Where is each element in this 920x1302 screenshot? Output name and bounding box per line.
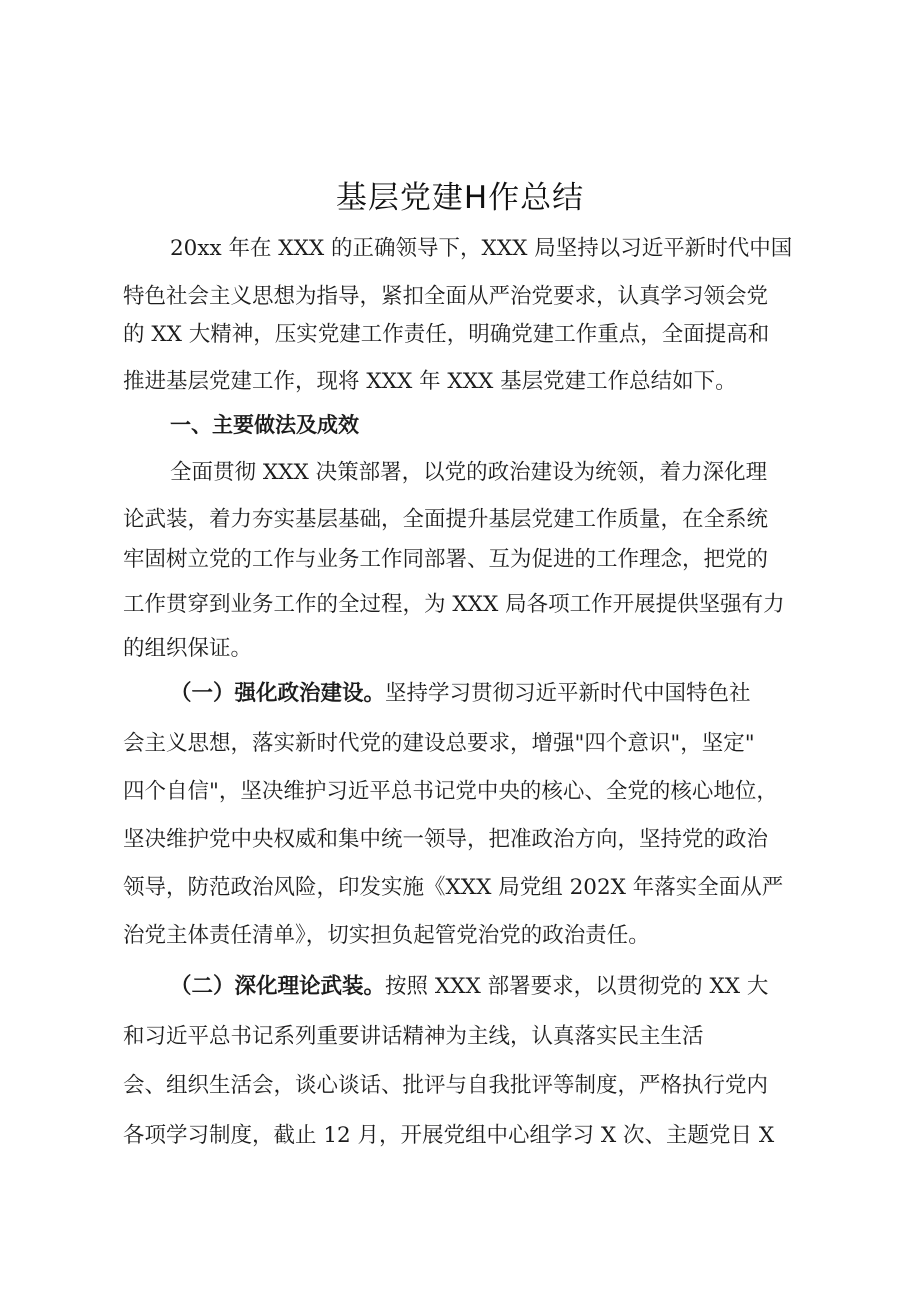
subsection2-first-line-text: 按照 XXX 部署要求，以贯彻党的 XX 大 <box>385 974 769 999</box>
subsection2-label: （二）深化理论武装。 <box>170 974 386 999</box>
intro-line-4: 推进基层党建工作，现将 XXX 年 XXX 基层党建工作总结如下。 <box>123 369 737 394</box>
intro-line-1: 20xx 年在 XXX 的正确领导下，XXX 局坚持以习近平新时代中国 <box>170 236 793 261</box>
section1-heading: 一、主要做法及成效 <box>170 413 359 437</box>
subsection2-line-4: 各项学习制度，截止 12 月，开展党组中心组学习 X 次、主题党日 X <box>123 1123 775 1148</box>
subsection2-line-3: 会、组织生活会，谈心谈话、批评与自我批评等制度，严格执行党内 <box>123 1073 769 1098</box>
section1-line-5: 的组织保证。 <box>123 636 253 661</box>
subsection1-label: （一）强化政治建设。 <box>170 681 386 706</box>
section1-line-1: 全面贯彻 XXX 决策部署，以党的政治建设为统领，着力深化理 <box>170 460 768 485</box>
section1-line-2: 论武装，着力夯实基层基础，全面提升基层党建工作质量，在全系统 <box>123 507 769 532</box>
subsection1-line-6: 治党主体责任清单》，切实担负起管党治党的政治责任。 <box>123 923 650 948</box>
subsection1-line-3: 四个自信"，坚决维护习近平总书记党中央的核心、全党的核心地位， <box>123 779 778 804</box>
subsection2-first-line <box>170 972 768 1002</box>
subsection1-first-line-text: 坚持学习贯彻习近平新时代中国特色社 <box>385 681 751 706</box>
section1-line-4: 工作贯穿到业务工作的全过程，为 XXX 局各项工作开展提供坚强有力 <box>123 592 785 617</box>
subsection2-line-2: 和习近平总书记系列重要讲话精神为主线，认真落实民主生活 <box>123 1024 704 1049</box>
intro-line-2: 特色社会主义思想为指导，紧扣全面从严治党要求，认真学习领会党 <box>123 284 769 309</box>
document-title: 基层党建H作总结 <box>335 180 585 216</box>
intro-line-3: 的 XX 大精神，压实党建工作责任，明确党建工作重点，全面提高和 <box>123 322 770 347</box>
subsection1-line-5: 领导，防范政治风险，印发实施《XXX 局党组 202X 年落实全面从严 <box>123 875 784 900</box>
section1-line-3: 牢固树立党的工作与业务工作同部署、互为促进的工作理念，把党的 <box>123 547 769 572</box>
subsection1-line-4: 坚决维护党中央权威和集中统一领导，把准政治方向，坚持党的政治 <box>123 827 769 852</box>
subsection1-line-2: 会主义思想，落实新时代党的建设总要求，增强"四个意识"，坚定" <box>123 731 755 756</box>
subsection1-first-line <box>170 679 751 709</box>
